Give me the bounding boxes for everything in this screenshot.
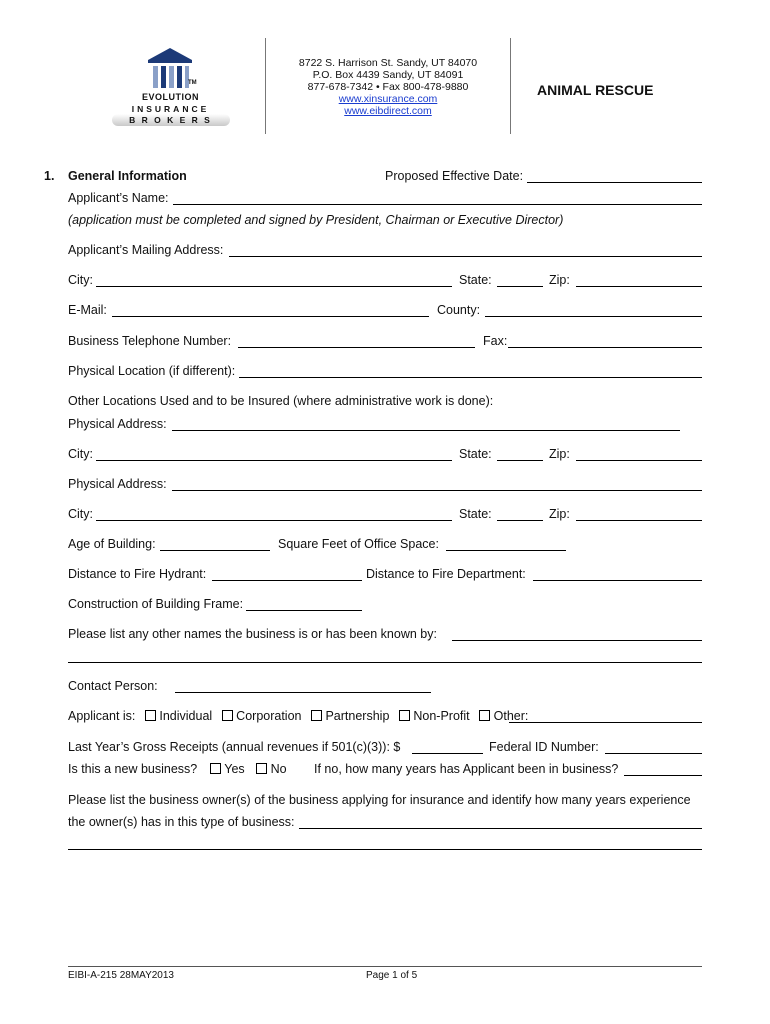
new-business-label: Is this a new business?: [68, 762, 198, 776]
state-2-label: State:: [459, 447, 492, 461]
city-2-label: City:: [68, 447, 93, 461]
applicant-type-label: Applicant is:: [68, 709, 136, 723]
distance-hydrant-label: Distance to Fire Hydrant:: [68, 567, 207, 581]
county-label: County:: [437, 303, 481, 317]
proposed-date-label: Proposed Effective Date:: [385, 169, 524, 183]
contact-person-field[interactable]: [175, 692, 431, 693]
physical-address-1-field[interactable]: [172, 430, 680, 431]
zip-2-field[interactable]: [576, 460, 702, 461]
option-nonprofit-label: Non-Profit: [413, 709, 470, 723]
company-address: [270, 57, 506, 117]
county-field[interactable]: [485, 316, 702, 317]
header-divider-right: [510, 38, 511, 134]
mailing-address-label: Applicant’s Mailing Address:: [68, 243, 224, 257]
years-in-business-label: If no, how many years has Applicant been in business?: [314, 762, 619, 776]
gross-receipts-label: Last Year’s Gross Receipts (annual revenues if 501(c)(3)): $: [68, 740, 401, 754]
owners-field[interactable]: [299, 828, 702, 829]
address-po-box: P.O. Box 4439 Sandy, UT 84091: [312, 69, 464, 81]
city-3-label: City:: [68, 507, 93, 521]
zip-2-label: Zip:: [549, 447, 570, 461]
checkbox-corporation[interactable]: [222, 710, 233, 721]
option-partnership-label: Partnership: [325, 709, 390, 723]
state-3-field[interactable]: [497, 520, 543, 521]
owners-label-line2: the owner(s) has in this type of business:: [68, 815, 295, 829]
city-label: City:: [68, 273, 93, 287]
new-business-options: [210, 762, 287, 776]
state-3-label: State:: [459, 507, 492, 521]
website-link-xinsurance[interactable]: www.xinsurance.com: [338, 93, 438, 105]
address-phone-fax: 877-678-7342 • Fax 800-478-9880: [307, 81, 469, 93]
other-locations-label: Other Locations Used and to be Insured (where administrative work is done):: [68, 394, 494, 408]
applicant-name-label: Applicant’s Name:: [68, 191, 169, 205]
header-divider-left: [265, 38, 266, 134]
owners-label-line1: Please list the business owner(s) of the business applying for insurance and identify how many years experience: [68, 793, 691, 807]
applicant-name-field[interactable]: [173, 204, 702, 205]
checkbox-yes[interactable]: [210, 763, 221, 774]
signature-note: (application must be completed and signed by President, Chairman or Executive Director): [68, 213, 564, 227]
square-feet-field[interactable]: [446, 550, 566, 551]
logo-tm: TM: [188, 80, 197, 86]
other-names-field[interactable]: [452, 640, 702, 641]
checkbox-nonprofit[interactable]: [399, 710, 410, 721]
other-type-field[interactable]: [509, 722, 702, 723]
physical-address-2-label: Physical Address:: [68, 477, 167, 491]
distance-fire-dept-label: Distance to Fire Department:: [366, 567, 526, 581]
fax-field[interactable]: [508, 347, 702, 348]
section-title: General Information: [68, 169, 187, 183]
checkbox-partnership[interactable]: [311, 710, 322, 721]
form-title: ANIMAL RESCUE: [537, 82, 654, 98]
logo-line-evolution: EVOLUTION: [141, 92, 199, 102]
email-field[interactable]: [112, 316, 429, 317]
option-individual-label: Individual: [159, 709, 213, 723]
zip-label: Zip:: [549, 273, 570, 287]
federal-id-label: Federal ID Number:: [489, 740, 599, 754]
construction-field[interactable]: [246, 610, 362, 611]
checkbox-individual[interactable]: [145, 710, 156, 721]
fax-label: Fax:: [483, 334, 508, 348]
company-logo: [108, 44, 233, 128]
distance-hydrant-field[interactable]: [212, 580, 362, 581]
physical-location-field[interactable]: [239, 377, 702, 378]
address-street: 8722 S. Harrison St. Sandy, UT 84070: [298, 57, 478, 69]
footer-rule: [68, 966, 702, 967]
mailing-address-field[interactable]: [229, 256, 702, 257]
city-2-field[interactable]: [96, 460, 452, 461]
contact-person-label: Contact Person:: [68, 679, 158, 693]
business-phone-label: Business Telephone Number:: [68, 334, 232, 348]
proposed-date-field[interactable]: [527, 182, 702, 183]
checkbox-other[interactable]: [479, 710, 490, 721]
age-of-building-label: Age of Building:: [68, 537, 156, 551]
state-label: State:: [459, 273, 492, 287]
business-phone-field[interactable]: [238, 347, 475, 348]
physical-address-2-field[interactable]: [172, 490, 702, 491]
website-link-eibdirect[interactable]: www.eibdirect.com: [344, 105, 432, 117]
footer-form-id: EIBI-A-215 28MAY2013: [68, 970, 174, 981]
zip-3-field[interactable]: [576, 520, 702, 521]
gross-receipts-field[interactable]: [412, 753, 483, 754]
option-other-label: Other:: [493, 709, 529, 723]
physical-location-label: Physical Location (if different):: [68, 364, 236, 378]
option-no-label: No: [270, 762, 287, 776]
building-logo-icon: [108, 44, 233, 92]
state-field[interactable]: [497, 286, 543, 287]
zip-field[interactable]: [576, 286, 702, 287]
other-names-field-2[interactable]: [68, 662, 702, 663]
physical-address-1-label: Physical Address:: [68, 417, 167, 431]
option-yes-label: Yes: [224, 762, 245, 776]
years-in-business-field[interactable]: [624, 775, 702, 776]
square-feet-label: Square Feet of Office Space:: [278, 537, 439, 551]
city-field[interactable]: [96, 286, 452, 287]
option-corporation-label: Corporation: [236, 709, 302, 723]
logo-line-insurance: INSURANCE: [131, 104, 210, 114]
other-names-label: Please list any other names the business is or has been known by:: [68, 627, 437, 641]
distance-fire-dept-field[interactable]: [533, 580, 702, 581]
section-number: 1.: [44, 169, 55, 183]
owners-field-2[interactable]: [68, 849, 702, 850]
email-label: E-Mail:: [68, 303, 107, 317]
checkbox-no[interactable]: [256, 763, 267, 774]
federal-id-field[interactable]: [605, 753, 702, 754]
construction-label: Construction of Building Frame:: [68, 597, 244, 611]
state-2-field[interactable]: [497, 460, 543, 461]
logo-line-brokers: B R O K E R S: [129, 115, 212, 125]
city-3-field[interactable]: [96, 520, 452, 521]
zip-3-label: Zip:: [549, 507, 570, 521]
age-of-building-field[interactable]: [160, 550, 270, 551]
footer-page-number: Page 1 of 5: [366, 970, 418, 981]
applicant-type-row: [68, 709, 528, 723]
